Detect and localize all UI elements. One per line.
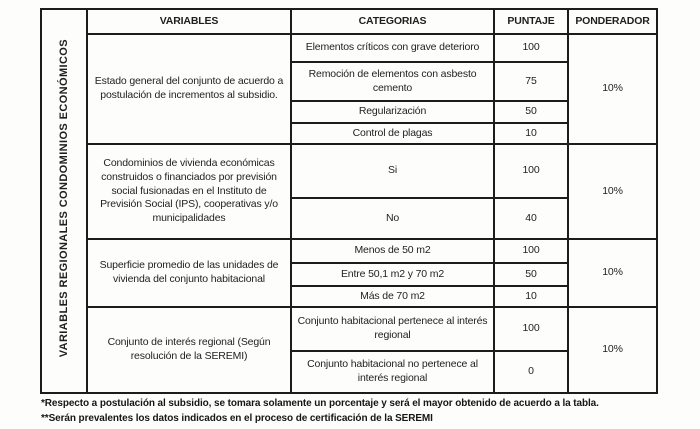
variable-cell-superficie: Superficie promedio de las unidades de vivienda del conjunto habitacional [87,239,291,307]
categoria-cell: Más de 70 m2 [291,286,494,307]
table-row [41,239,657,263]
side-label-cell [41,9,87,393]
puntaje-cell: 100 [494,239,568,263]
ponderador-cell: 10% [568,307,657,393]
footnotes [41,396,699,426]
footnote-2: **Serán prevalentes los datos indicados en el proceso de certificación de la SEREMI [41,413,433,424]
categoria-cell: Remoción de elementos con asbesto cemento [291,62,494,101]
puntaje-cell: 10 [494,123,568,144]
puntaje-cell: 100 [494,307,568,351]
header-puntaje: PUNTAJE [494,9,568,34]
categoria-cell: Regularización [291,101,494,123]
puntaje-cell: 100 [494,144,568,198]
variable-cell-interes-regional: Conjunto de interés regional (Según resolución de la SEREMI) [87,307,291,393]
categoria-cell: Entre 50,1 m2 y 70 m2 [291,263,494,286]
categoria-cell: Elementos críticos con grave deterioro [291,34,494,62]
categoria-cell: Menos de 50 m2 [291,239,494,263]
categoria-cell: Conjunto habitacional pertenece al interés regional [291,307,494,351]
puntaje-cell: 10 [494,286,568,307]
footnote-1: *Respecto a postulación al subsidio, se tomara solamente un porcentaje y será el mayor obtenido de acuerdo a la tabla. [41,398,599,409]
header-variables: VARIABLES [87,9,291,34]
puntaje-cell: 50 [494,101,568,123]
puntaje-cell: 75 [494,62,568,101]
side-label-vertical-text: VARIABLES REGIONALES CONDOMINIOS ECONÓMICOS [57,39,70,358]
ponderador-cell: 10% [568,239,657,307]
puntaje-cell: 50 [494,263,568,286]
categoria-cell: Control de plagas [291,123,494,144]
header-categorias: CATEGORIAS [291,9,494,34]
criteria-table [40,8,658,394]
header-row [41,9,657,34]
puntaje-cell: 0 [494,351,568,393]
variable-cell-condominios: Condominios de vivienda económicas construidos o financiados por previsión social fusionadas en el Instituto de Previsión Social (IPS), cooperativas y/o municipalidades [87,144,291,239]
puntaje-cell: 100 [494,34,568,62]
ponderador-cell: 10% [568,34,657,144]
puntaje-cell: 40 [494,198,568,239]
variable-cell-estado-general: Estado general del conjunto de acuerdo a postulación de incrementos al subsidio. [87,34,291,144]
ponderador-cell: 10% [568,144,657,239]
table-row [41,34,657,62]
table-row [41,144,657,198]
header-ponderador: PONDERADOR [568,9,657,34]
table-row [41,307,657,351]
categoria-cell: No [291,198,494,239]
categoria-cell: Si [291,144,494,198]
categoria-cell: Conjunto habitacional no pertenece al interés regional [291,351,494,393]
